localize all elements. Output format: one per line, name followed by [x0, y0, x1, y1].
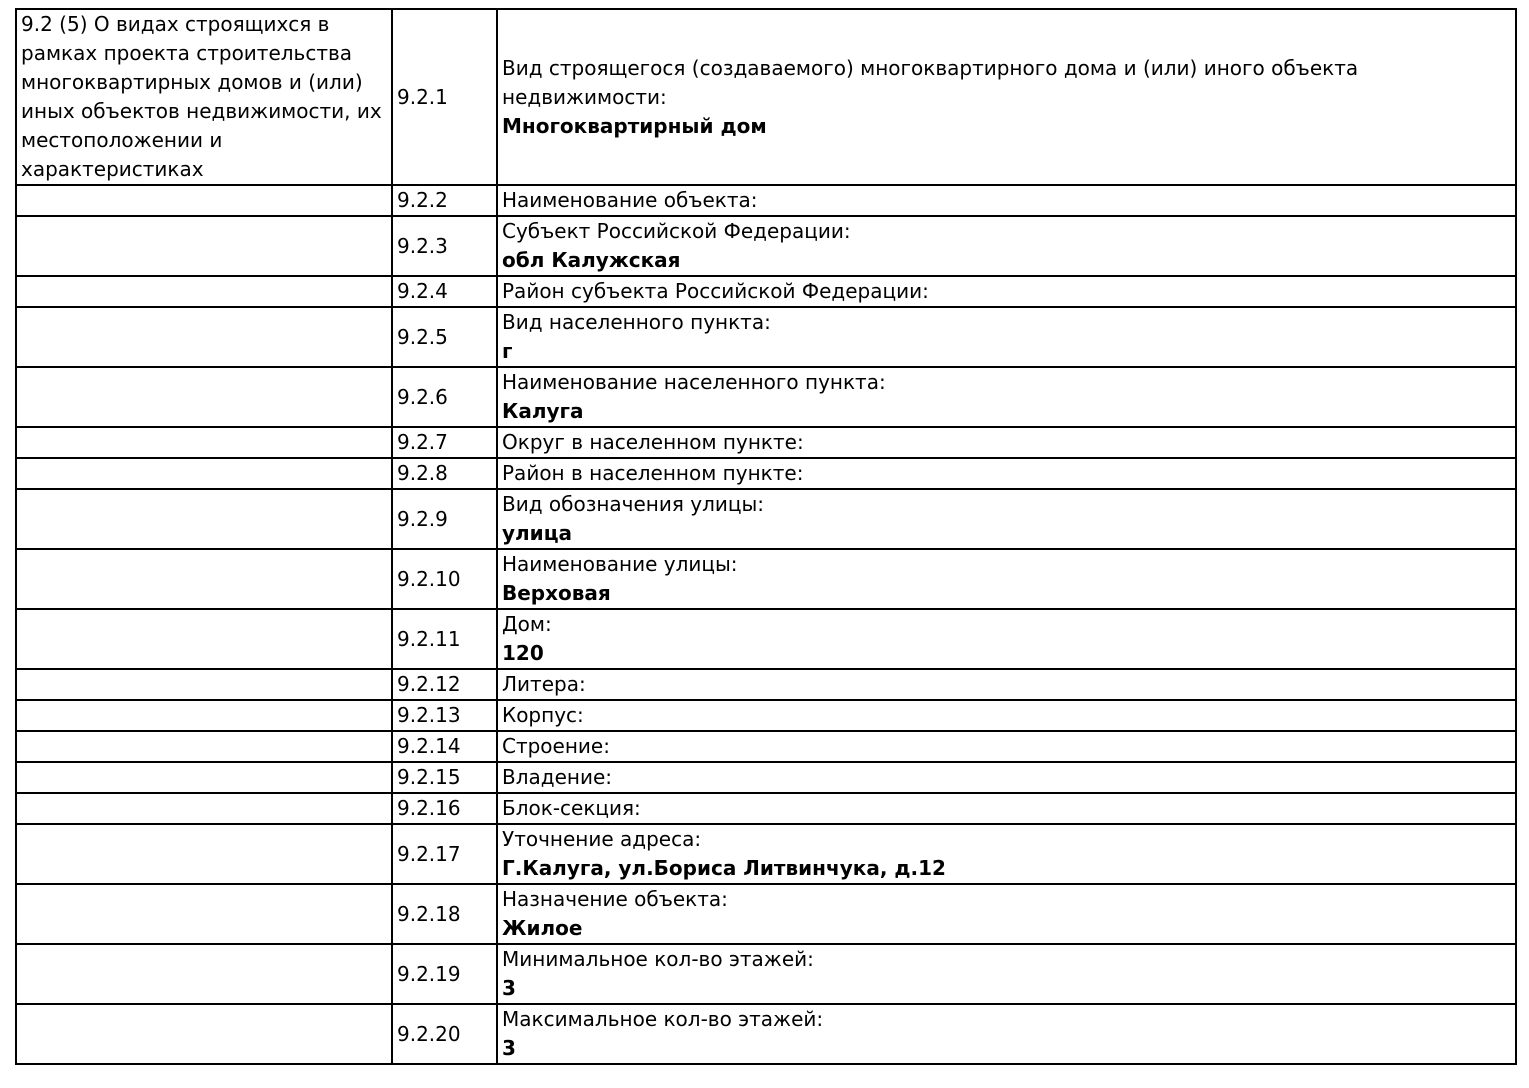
- row-number-cell: 9.2.14: [392, 731, 497, 762]
- section-label-cell: [16, 762, 392, 793]
- table-row: [16, 609, 1516, 669]
- table-row: [16, 216, 1516, 276]
- section-label-cell: [16, 731, 392, 762]
- section-label-cell: 9.2 (5) О видах строящихся в рамках проекта строительства многоквартирных домов и (или) иных объектов недвижимости, их местоположении и характеристиках: [16, 9, 392, 185]
- row-number-cell: 9.2.6: [392, 367, 497, 427]
- section-label-cell: [16, 884, 392, 944]
- table-row: [16, 1004, 1516, 1064]
- field-label: Субъект Российской Федерации:: [502, 219, 851, 243]
- section-label-cell: [16, 216, 392, 276]
- table-row: [16, 9, 1516, 185]
- table-row: [16, 884, 1516, 944]
- field-label: Дом:: [502, 612, 552, 636]
- row-number-cell: 9.2.19: [392, 944, 497, 1004]
- field-label: Наименование населенного пункта:: [502, 370, 886, 394]
- field-value: улица: [502, 521, 573, 545]
- table-row: [16, 669, 1516, 700]
- field-label: Уточнение адреса:: [502, 827, 702, 851]
- field-label: Литера:: [502, 672, 586, 696]
- row-content-cell: [497, 185, 1516, 216]
- section-label-cell: [16, 458, 392, 489]
- row-number-cell: 9.2.17: [392, 824, 497, 884]
- field-value: г: [502, 339, 513, 363]
- row-number-cell: 9.2.8: [392, 458, 497, 489]
- field-label: Наименование улицы:: [502, 552, 738, 576]
- row-number-cell: 9.2.12: [392, 669, 497, 700]
- field-label: Назначение объекта:: [502, 887, 728, 911]
- section-label-cell: [16, 669, 392, 700]
- section-label-cell: [16, 1004, 392, 1064]
- row-content-cell: [497, 367, 1516, 427]
- field-label: Корпус:: [502, 703, 584, 727]
- field-label: Минимальное кол-во этажей:: [502, 947, 814, 971]
- table-row: [16, 824, 1516, 884]
- table-row: [16, 549, 1516, 609]
- table-row: [16, 367, 1516, 427]
- field-value: 3: [502, 1036, 516, 1060]
- table-row: [16, 276, 1516, 307]
- table-row: [16, 700, 1516, 731]
- row-content-cell: [497, 1004, 1516, 1064]
- row-number-cell: 9.2.7: [392, 427, 497, 458]
- row-number-cell: 9.2.4: [392, 276, 497, 307]
- field-label: Владение:: [502, 765, 613, 789]
- row-number-cell: 9.2.1: [392, 9, 497, 185]
- row-content-cell: [497, 489, 1516, 549]
- section-label-cell: [16, 549, 392, 609]
- row-content-cell: [497, 9, 1516, 185]
- table-row: [16, 489, 1516, 549]
- table-row: [16, 427, 1516, 458]
- row-number-cell: 9.2.3: [392, 216, 497, 276]
- section-label-cell: [16, 700, 392, 731]
- field-label: Максимальное кол-во этажей:: [502, 1007, 824, 1031]
- section-label-cell: [16, 276, 392, 307]
- table-row: [16, 731, 1516, 762]
- row-content-cell: [497, 669, 1516, 700]
- row-number-cell: 9.2.16: [392, 793, 497, 824]
- row-number-cell: 9.2.11: [392, 609, 497, 669]
- row-content-cell: [497, 458, 1516, 489]
- row-content-cell: [497, 731, 1516, 762]
- section-label-cell: [16, 793, 392, 824]
- row-number-cell: 9.2.20: [392, 1004, 497, 1064]
- table-row: [16, 307, 1516, 367]
- field-label: Блок-секция:: [502, 796, 641, 820]
- project-declaration-table: [15, 8, 1517, 1065]
- row-content-cell: [497, 824, 1516, 884]
- field-value: Калуга: [502, 399, 584, 423]
- row-content-cell: [497, 762, 1516, 793]
- field-value: 3: [502, 976, 516, 1000]
- field-value: Г.Калуга, ул.Бориса Литвинчука, д.12: [502, 856, 946, 880]
- section-label-cell: [16, 427, 392, 458]
- field-label: Вид обозначения улицы:: [502, 492, 765, 516]
- table-row: [16, 944, 1516, 1004]
- row-content-cell: [497, 307, 1516, 367]
- row-content-cell: [497, 700, 1516, 731]
- section-label-cell: [16, 367, 392, 427]
- row-number-cell: 9.2.5: [392, 307, 497, 367]
- table-row: [16, 185, 1516, 216]
- section-label-cell: [16, 824, 392, 884]
- section-label-cell: [16, 944, 392, 1004]
- row-number-cell: 9.2.9: [392, 489, 497, 549]
- row-number-cell: 9.2.2: [392, 185, 497, 216]
- field-label: Вид строящегося (создаваемого) многоквартирного дома и (или) иного объекта недвижимости:: [502, 55, 1359, 109]
- row-number-cell: 9.2.10: [392, 549, 497, 609]
- field-value: обл Калужская: [502, 248, 681, 272]
- row-content-cell: [497, 944, 1516, 1004]
- field-value: Жилое: [502, 916, 583, 940]
- row-content-cell: [497, 884, 1516, 944]
- row-number-cell: 9.2.13: [392, 700, 497, 731]
- table-body: [16, 9, 1516, 1064]
- row-content-cell: [497, 276, 1516, 307]
- field-label: Вид населенного пункта:: [502, 310, 771, 334]
- section-label-cell: [16, 307, 392, 367]
- table-row: [16, 458, 1516, 489]
- field-value: Многоквартирный дом: [502, 113, 767, 138]
- field-label: Район субъекта Российской Федерации:: [502, 279, 929, 303]
- table-row: [16, 762, 1516, 793]
- row-content-cell: [497, 609, 1516, 669]
- field-label: Наименование объекта:: [502, 188, 758, 212]
- field-value: Верховая: [502, 581, 611, 605]
- field-label: Округ в населенном пункте:: [502, 430, 804, 454]
- row-content-cell: [497, 549, 1516, 609]
- table-row: [16, 793, 1516, 824]
- section-label-cell: [16, 185, 392, 216]
- field-label: Район в населенном пункте:: [502, 461, 804, 485]
- row-number-cell: 9.2.15: [392, 762, 497, 793]
- row-number-cell: 9.2.18: [392, 884, 497, 944]
- field-label: Строение:: [502, 734, 610, 758]
- row-content-cell: [497, 216, 1516, 276]
- row-content-cell: [497, 793, 1516, 824]
- row-content-cell: [497, 427, 1516, 458]
- section-label-cell: [16, 609, 392, 669]
- section-label-cell: [16, 489, 392, 549]
- field-value: 120: [502, 641, 544, 665]
